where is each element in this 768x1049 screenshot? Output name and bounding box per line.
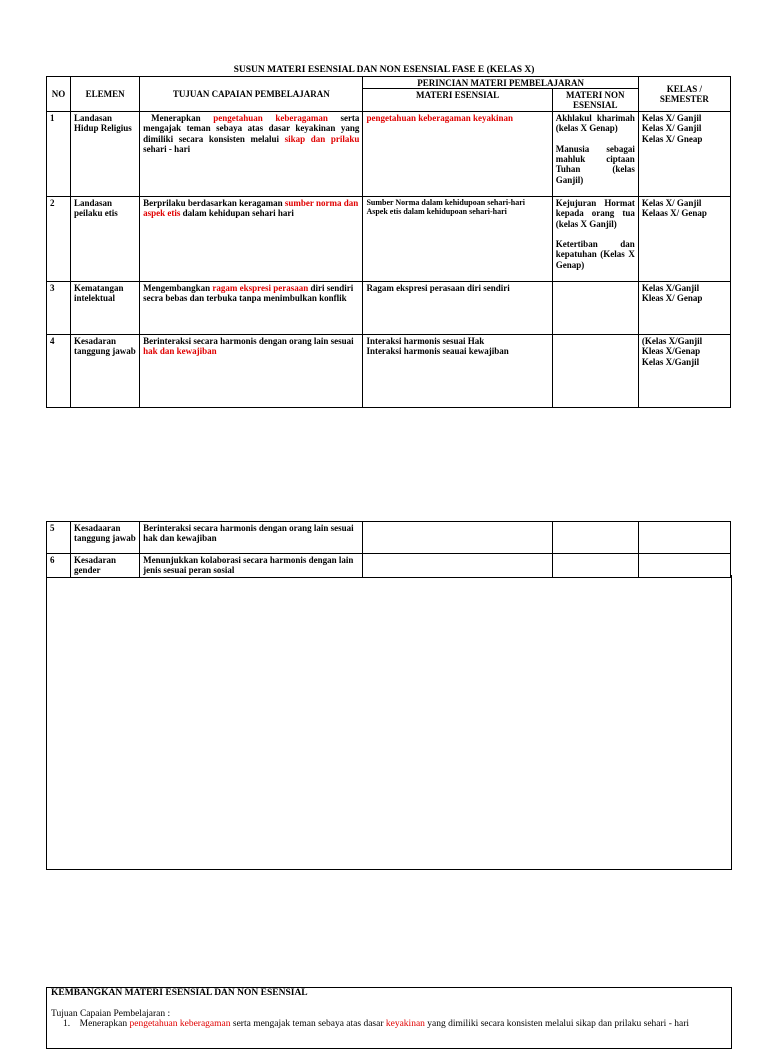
header-no: NO — [47, 77, 71, 112]
row-kelas: Kelas X/ Ganjil Kelaas X/ Genap — [638, 197, 730, 282]
row-kelas: Kelas X/Ganjil Kleas X/ Genap — [638, 282, 730, 335]
table-row — [47, 112, 731, 197]
row-no: 6 — [47, 554, 71, 578]
empty-table-area — [46, 575, 732, 870]
row-tujuan: Menerapkan pengetahuan keberagaman serta mengajak teman sebaya atas dasar keyakinan yang dimiliki secara konsisten melalui sikap dan prilaku sehari - hari — [140, 112, 363, 197]
row-materi-esensial: pengetahuan keberagaman keyakinan — [363, 112, 552, 197]
section-subtitle: Tujuan Capaian Pembelajaran : — [51, 1009, 171, 1019]
table-row — [47, 554, 731, 578]
header-elemen: ELEMEN — [71, 77, 140, 112]
row-materi-non-esensial: Kejujuran Hormat kepada orang tua (kelas X Ganjil) Ketertiban dan kepatuhan (Kelas X Genap) — [552, 197, 638, 282]
row-elemen: Kesadaaran tanggung jawab — [71, 522, 140, 554]
row-kelas: Kelas X/ Ganjil Kelas X/ Ganjil Kelas X/ Gneap — [638, 112, 730, 197]
row-materi-esensial: Sumber Norma dalam kehidupoan sehari-hari Aspek etis dalam kehidupoan sehari-hari — [363, 197, 552, 282]
row-materi-esensial: Ragam ekspresi perasaan diri sendiri — [363, 282, 552, 335]
section-title: KEMBANGKAN MATERI ESENSIAL DAN NON ESENSIAL — [51, 988, 308, 998]
table-row — [47, 282, 731, 335]
row-no: 1 — [47, 112, 71, 197]
row-materi-esensial — [363, 554, 552, 578]
row-materi-esensial: Interaksi harmonis sesuai Hak Interaksi harmonis seauai kewajiban — [363, 335, 552, 408]
table-row — [47, 197, 731, 282]
row-no: 4 — [47, 335, 71, 408]
kembangkan-section — [46, 987, 732, 1049]
row-materi-non-esensial — [552, 522, 638, 554]
header-kelas: KELAS / SEMESTER — [638, 77, 730, 112]
header-perincian: PERINCIAN MATERI PEMBELAJARAN — [363, 77, 638, 89]
row-no: 5 — [47, 522, 71, 554]
list-item: 1. Menerapkan pengetahuan keberagaman serta mengajak teman sebaya atas dasar keyakinan yang dimiliki secara konsisten melalui sikap dan prilaku sehari - hari — [63, 1019, 690, 1029]
row-elemen: Kesadaran tanggung jawab — [71, 335, 140, 408]
row-tujuan: Menunjukkan kolaborasi secara harmonis dengan lain jenis sesuai peran sosial — [140, 554, 363, 578]
row-elemen: Landasan peilaku etis — [71, 197, 140, 282]
row-no: 3 — [47, 282, 71, 335]
row-kelas — [638, 522, 730, 554]
row-tujuan: Berinteraksi secara harmonis dengan orang lain sesuai hak dan kewajiban — [140, 522, 363, 554]
row-tujuan: Berinteraksi secara harmonis dengan orang lain sesuai hak dan kewajiban — [140, 335, 363, 408]
list-item-number: 1. — [63, 1019, 71, 1029]
materi-table — [46, 76, 731, 408]
row-tujuan: Berprilaku berdasarkan keragaman sumber norma dan aspek etis dalam kehidupan sehari hari — [140, 197, 363, 282]
row-materi-esensial — [363, 522, 552, 554]
row-no: 2 — [47, 197, 71, 282]
header-tujuan: TUJUAN CAPAIAN PEMBELAJARAN — [140, 77, 363, 112]
row-elemen: Kematangan intelektual — [71, 282, 140, 335]
row-kelas: (Kelas X/Ganjil Kleas X/Genap Kelas X/Ganjil — [638, 335, 730, 408]
row-materi-non-esensial — [552, 335, 638, 408]
row-materi-non-esensial — [552, 554, 638, 578]
table-row — [47, 335, 731, 408]
table-row — [47, 522, 731, 554]
row-materi-non-esensial: Akhlakul kharimah (kelas X Genap) Manusia sebagai mahluk ciptaan Tuhan (kelas Ganjil) — [552, 112, 638, 197]
row-materi-non-esensial — [552, 282, 638, 335]
row-tujuan: Mengembangkan ragam ekspresi perasaan diri sendiri secra bebas dan terbuka tanpa menimbulkan konflik — [140, 282, 363, 335]
row-elemen: Landasan Hidup Religius — [71, 112, 140, 197]
document-title: SUSUN MATERI ESENSIAL DAN NON ESENSIAL FASE E (KELAS X) — [233, 65, 535, 75]
row-elemen: Kesadaran gender — [71, 554, 140, 578]
row-kelas — [638, 554, 730, 578]
header-materi-esensial: MATERI ESENSIAL — [363, 89, 552, 112]
materi-table-continued — [46, 521, 731, 578]
header-materi-non-esensial: MATERI NON ESENSIAL — [552, 89, 638, 112]
